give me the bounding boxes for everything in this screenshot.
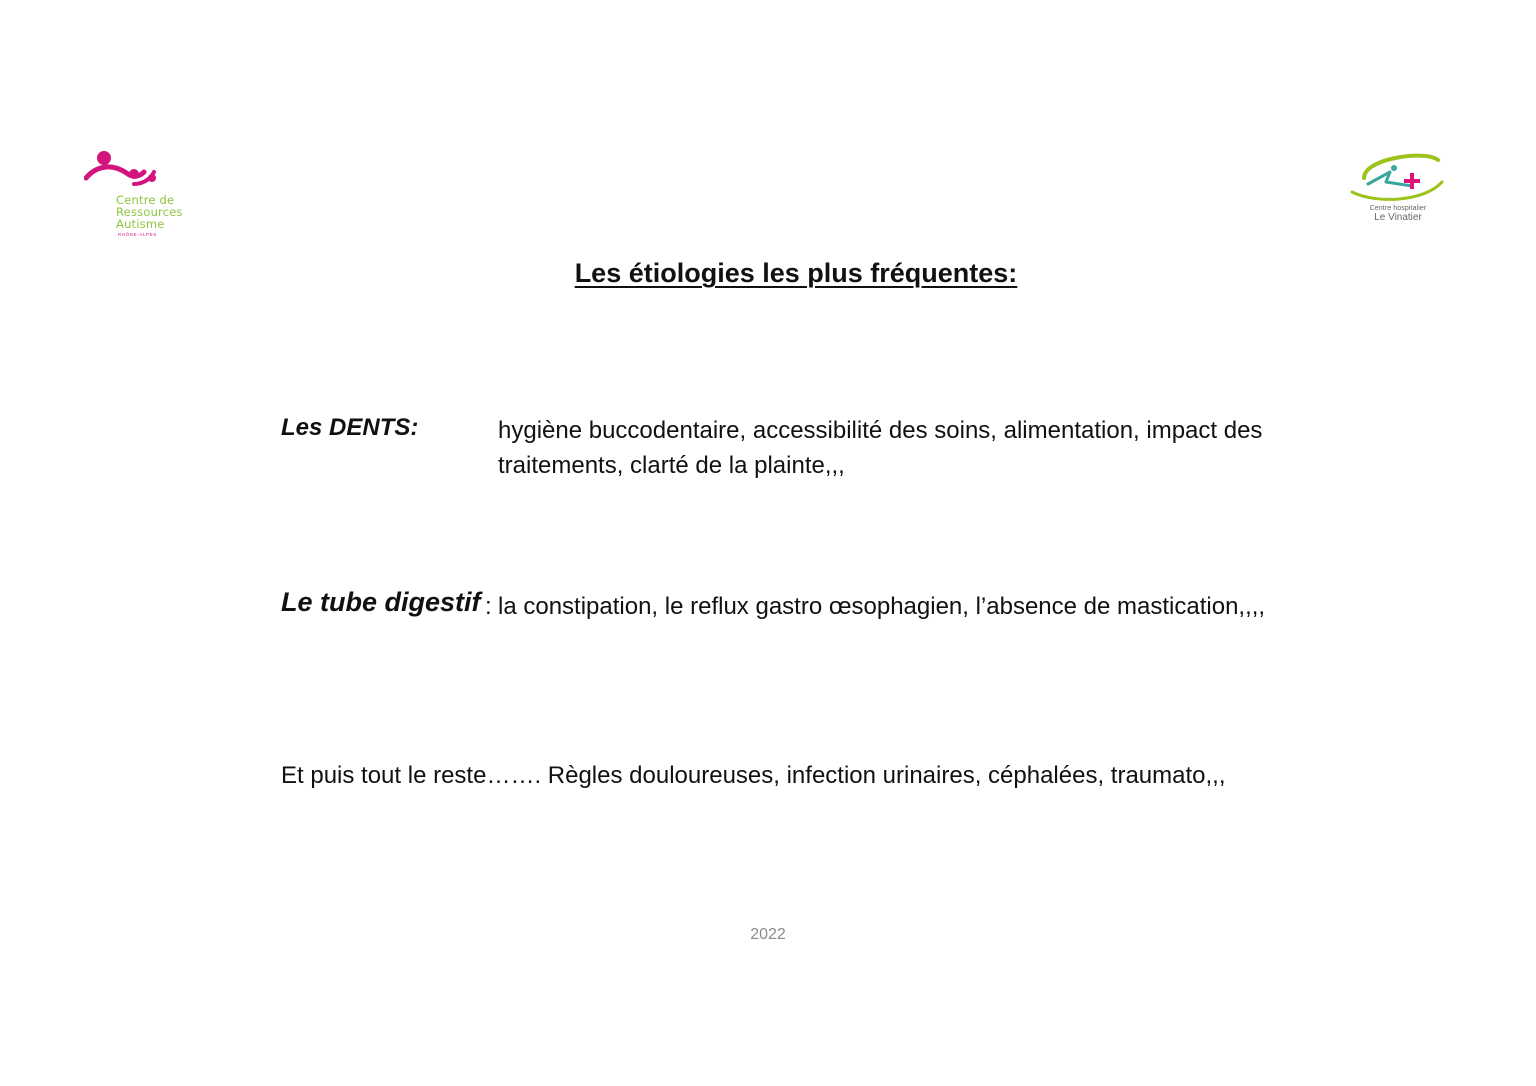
cra-figure-icon xyxy=(84,148,164,196)
section-label-tube-digestif: Le tube digestif xyxy=(281,587,481,617)
closing-line: Et puis tout le reste……. Règles douloureuses, infection urinaires, céphalées, traumato,,, xyxy=(281,762,1226,789)
cra-logo-line-1: Centre de xyxy=(116,193,175,207)
section-separator: : xyxy=(485,593,492,620)
cra-logo-subtitle: RHÔNE-ALPES xyxy=(118,232,157,237)
vinatier-logo-line-1: Centre hospitalier xyxy=(1369,205,1427,212)
cra-logo-line-2: Ressources xyxy=(116,205,183,219)
section-text-tube-digestif: la constipation, le reflux gastro œsophagien, l’absence de mastication,,,, xyxy=(498,593,1266,620)
section-text-dents: hygiène buccodentaire, accessibilité des soins, alimentation, impact des traitements, clarté de la plainte,,, xyxy=(498,417,1263,479)
cra-logo xyxy=(84,148,214,242)
cra-logo-line-3: Autisme xyxy=(116,217,165,231)
page-title: Les étiologies les plus fréquentes: xyxy=(574,258,1018,288)
cra-logo-text xyxy=(116,194,183,230)
vinatier-logo-line-2: Le Vinatier xyxy=(1374,212,1422,223)
vinatier-logo-text xyxy=(1346,205,1450,223)
footer-year: 2022 xyxy=(750,926,786,943)
vinatier-emblem-icon xyxy=(1346,148,1450,206)
section-label-dents: Les DENTS: xyxy=(281,414,419,441)
vinatier-logo xyxy=(1346,148,1450,228)
